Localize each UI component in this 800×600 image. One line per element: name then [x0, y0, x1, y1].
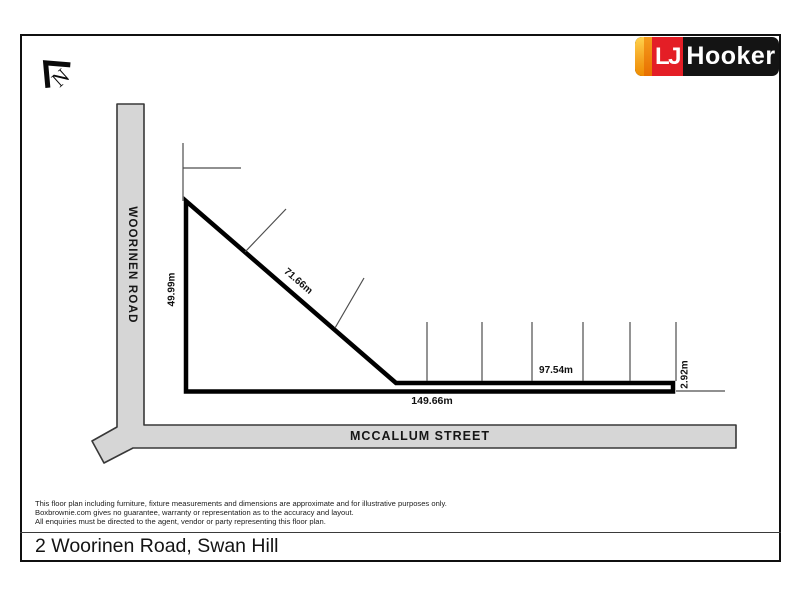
north-arrow-icon	[34, 51, 80, 97]
dimension-left-boundary: 49.99m	[166, 272, 178, 307]
logo-hooker-block	[683, 37, 779, 76]
dimension-diagonal-boundary: 71.66m	[281, 266, 315, 297]
property-boundary	[186, 201, 673, 392]
road-label-mccallum: MCCALLUM STREET	[350, 429, 490, 443]
disclaimer-text	[35, 499, 447, 527]
dimension-upper-boundary: 97.54m	[539, 365, 573, 376]
property-address: 2 Woorinen Road, Swan Hill	[35, 535, 279, 557]
logo-lj-text: LJ	[654, 42, 680, 70]
disclaimer-line-2: Boxbrownie.com gives no guarantee, warranty or representation as to the accuracy and layout.	[35, 508, 354, 518]
disclaimer-line-3: All enquiries must be directed to the agent, vendor or party representing this floor plan.	[35, 517, 326, 527]
dimension-bottom-boundary: 149.66m	[411, 395, 453, 407]
dimension-right-boundary: 2.92m	[679, 360, 691, 389]
lj-hooker-logo	[635, 37, 779, 76]
logo-orange-stripe	[644, 37, 652, 76]
logo-yellow-stripe	[635, 37, 644, 76]
address-bar	[20, 533, 781, 560]
north-label: N	[46, 63, 75, 92]
logo-hooker-text: Hooker	[686, 42, 776, 70]
logo-lj-block	[652, 37, 683, 76]
disclaimer-line-1: This floor plan including furniture, fixture measurements and dimensions are approximate and for illustrative purposes only.	[35, 499, 447, 508]
road-label-woorinen: WOORINEN ROAD	[126, 206, 138, 324]
